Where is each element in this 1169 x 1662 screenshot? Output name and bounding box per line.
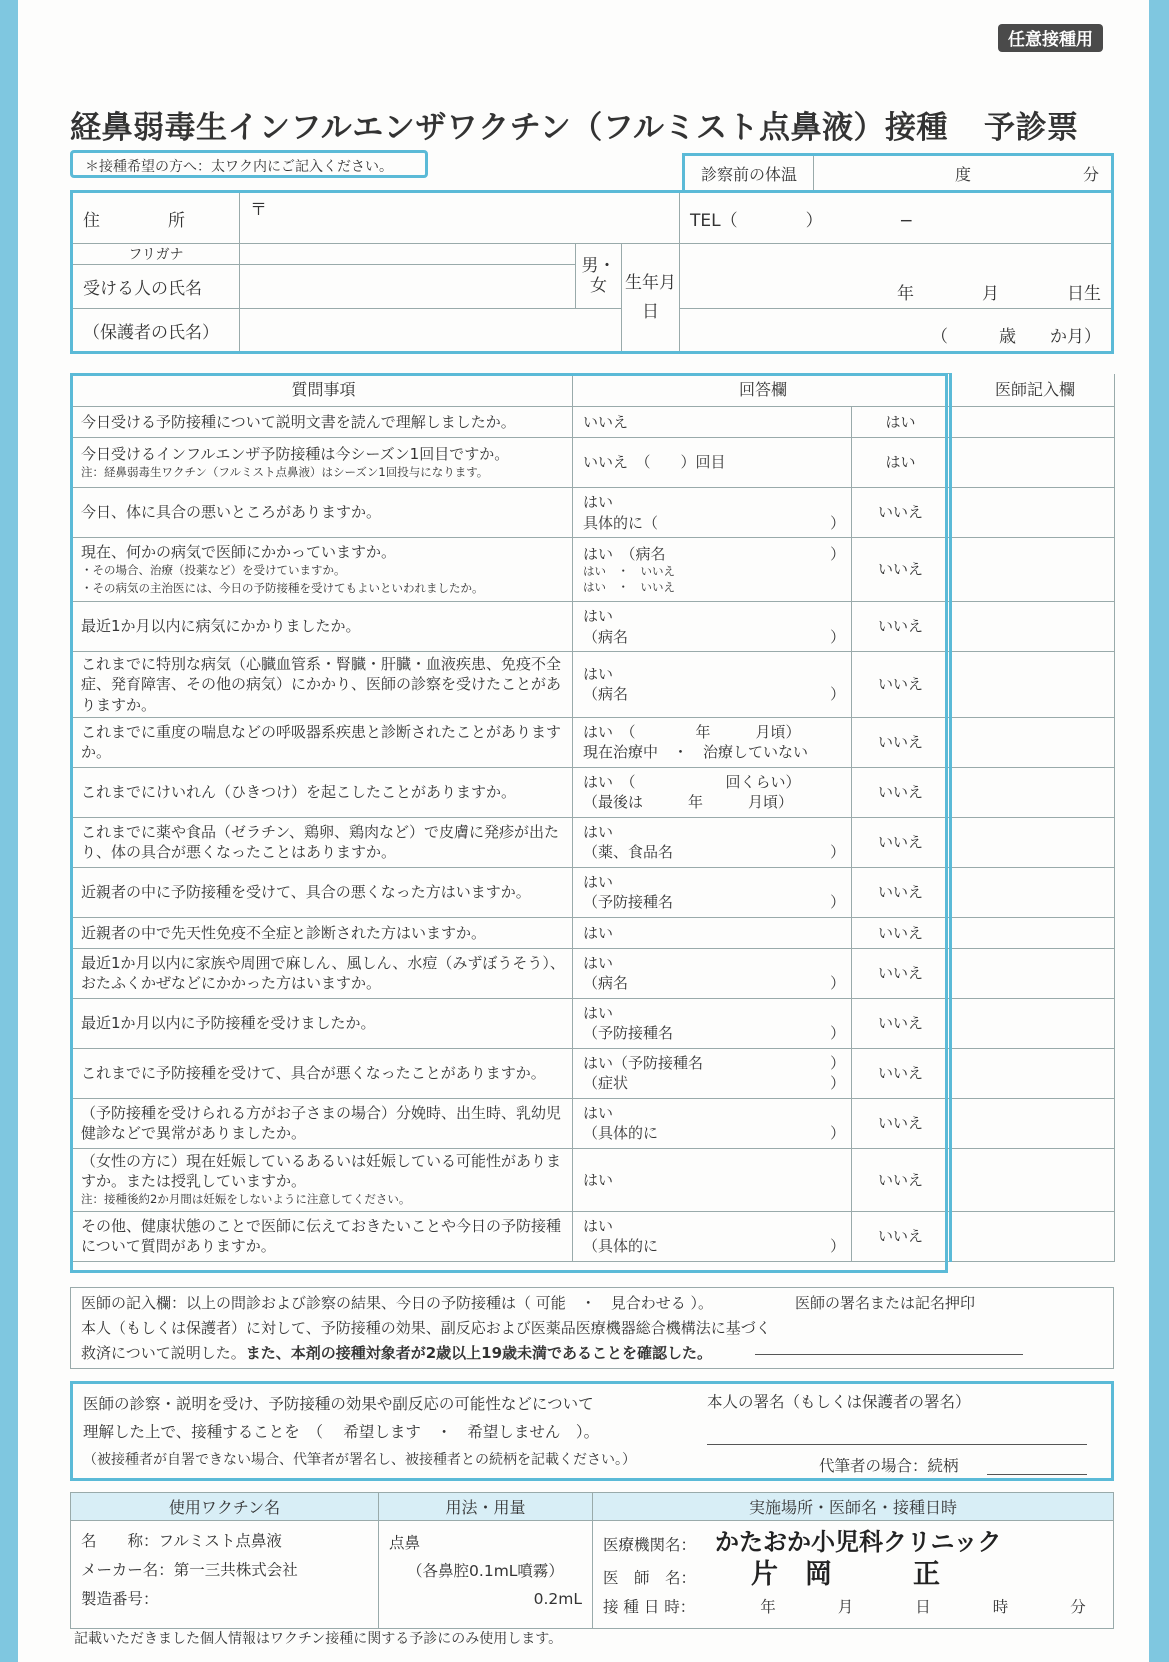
doctor-entry-cell[interactable] [951, 867, 1115, 917]
voluntary-tag: 任意接種用 [998, 24, 1103, 52]
answer-option[interactable]: いいえ [852, 948, 951, 998]
answer-close-paren: ） [830, 685, 846, 704]
question-text [71, 602, 573, 652]
doctor-entry-cell[interactable] [951, 1048, 1115, 1098]
answer-field[interactable] [573, 867, 852, 917]
question-text [71, 1048, 573, 1098]
doctor-sign-line[interactable] [755, 1354, 1023, 1355]
question-row [71, 1211, 1115, 1261]
personal-info-table [70, 190, 1114, 354]
doctor-entry-cell[interactable] [951, 438, 1115, 488]
question-main: 今日、体に具合の悪いところがありますか。 [81, 503, 382, 522]
answer-field[interactable] [573, 917, 852, 948]
answer-option[interactable]: いいえ [852, 767, 951, 817]
doctor-sign-label: 医師の署名または記名押印 [795, 1294, 976, 1312]
question-note: ・その場合、治療（投薬など）を受けていますか。 [81, 563, 346, 578]
question-main: その他、健康状態のことで医師に伝えておきたいことや今日の予防接種について質問がありますか。 [81, 1216, 562, 1255]
consent-box [70, 1381, 1114, 1481]
answer-field[interactable] [573, 602, 852, 652]
question-main: 現在、何かの病気で医師にかかっていますか。 [81, 543, 397, 562]
answer-option[interactable]: いいえ [852, 652, 951, 718]
question-text [71, 652, 573, 718]
question-text [71, 1098, 573, 1148]
answer-line: はい ・ いいえ [583, 564, 675, 579]
address-label: 住 所 [72, 192, 240, 244]
answer-field[interactable] [573, 652, 852, 718]
answer-field[interactable] [573, 1098, 852, 1148]
vaccine-info [71, 1521, 379, 1629]
doctor-entry-cell[interactable] [951, 1098, 1115, 1148]
doctor-name-value[interactable]: 片 岡 正 [750, 1559, 940, 1590]
temperature-box [682, 153, 1114, 191]
question-text [71, 817, 573, 867]
guardian-label: （保護者の氏名） [72, 309, 240, 353]
birth-date-field[interactable]: 年 月 日生 [680, 244, 1113, 309]
header-questions: 質問事項 [71, 374, 573, 407]
answer-field[interactable] [573, 717, 852, 767]
question-row [71, 438, 1115, 488]
answer-option[interactable]: いいえ [852, 1048, 951, 1098]
answer-option[interactable]: いいえ [852, 1148, 951, 1211]
question-row [71, 998, 1115, 1048]
venue-header: 実施場所・医師名・接種日時 [593, 1493, 1114, 1521]
question-row [71, 538, 1115, 602]
address-field[interactable] [240, 192, 680, 244]
doctor-entry-cell[interactable] [951, 1148, 1115, 1211]
answer-field[interactable] [573, 407, 852, 438]
doctor-entry-cell[interactable] [951, 1211, 1115, 1261]
answer-option[interactable]: いいえ [852, 1098, 951, 1148]
question-text [71, 407, 573, 438]
question-main: 近親者の中で先天性免疫不全症と診断された方はいますか。 [81, 923, 487, 942]
temperature-label: 診察前の体温 [685, 156, 814, 191]
usage-route: 点鼻 [389, 1534, 421, 1552]
vaccine-table [70, 1492, 1114, 1629]
proxy-label: 代筆者の場合：続柄 [819, 1457, 959, 1475]
doctor-name-label: 医 師 名： [603, 1569, 697, 1587]
doctor-entry-cell[interactable] [951, 917, 1115, 948]
usage-header: 用法・用量 [379, 1493, 593, 1521]
question-row [71, 767, 1115, 817]
question-table [70, 373, 1115, 1262]
question-text [71, 867, 573, 917]
answer-line: はい [583, 873, 614, 891]
answer-line: はい [583, 923, 614, 942]
question-text [71, 438, 573, 488]
answer-line: はい [583, 1216, 614, 1235]
temperature-degree[interactable]: 度 [955, 165, 972, 184]
answer-option[interactable]: いいえ [852, 538, 951, 602]
title-right: 予診票 [983, 110, 1079, 146]
question-row [71, 652, 1115, 718]
answer-line: いいえ （ ）回目 [583, 453, 726, 472]
answer-close-paren: ） [830, 1124, 846, 1143]
consent-line1: 医師の診察・説明を受け、予防接種の効果や副反応の可能性などについて [83, 1395, 594, 1413]
question-main: 最近1か月以内に予防接種を受けましたか。 [81, 1014, 376, 1033]
answer-line: （病名 ） [583, 627, 846, 646]
question-main: 近親者の中に予防接種を受けて、具合の悪くなった方はいますか。 [81, 883, 531, 902]
question-row [71, 407, 1115, 438]
question-main: これまでに重度の喘息などの呼吸器系疾患と診断されたことがありますか。 [81, 723, 562, 762]
answer-line: はい（予防接種名 ） [583, 1054, 846, 1072]
question-row [71, 1098, 1115, 1148]
answer-field[interactable] [573, 817, 852, 867]
patient-sign-label: 本人の署名（もしくは保護者の署名） [707, 1393, 971, 1411]
answer-field[interactable] [573, 488, 852, 538]
privacy-footer: 記載いただきました個人情報はワクチン接種に関する予診にのみ使用します。 [74, 1631, 563, 1647]
proxy-relation-line[interactable] [987, 1474, 1087, 1475]
question-main: 最近1か月以内に病気にかかりましたか。 [81, 617, 361, 636]
answer-option[interactable]: いいえ [852, 817, 951, 867]
answer-close-paren: ） [830, 627, 846, 646]
doctor-note-line1: 医師の記入欄：以上の問診および診察の結果、今日の予防接種は（ 可能 ・ 見合わせる ）。 [81, 1294, 714, 1312]
answer-line: 具体的に（ ） [583, 513, 846, 532]
answer-line: （薬、食品名 ） [583, 843, 846, 862]
answer-option[interactable]: いいえ [852, 917, 951, 948]
answer-close-paren: ） [830, 893, 846, 912]
question-row [71, 1148, 1115, 1211]
question-note: ・その病気の主治医には、今日の予防接種を受けてもよいといわれましたか。 [81, 580, 484, 595]
question-text [71, 998, 573, 1048]
doctor-entry-cell[interactable] [951, 488, 1115, 538]
answer-close-paren: ） [830, 1024, 846, 1043]
doctor-note-line3b: また、本剤の接種対象者が2歳以上19歳未満であることを確認した。 [245, 1344, 713, 1362]
question-main: （予防接種を受けられる方がお子さまの場合）分娩時、出生時、乳幼児健診などで異常がありましたか。 [81, 1104, 562, 1143]
question-text [71, 538, 573, 602]
tel-field[interactable]: TEL（ ） − [680, 192, 1113, 244]
answer-line: はい [583, 665, 614, 684]
question-text [71, 1211, 573, 1261]
doctor-entry-cell[interactable] [951, 652, 1115, 718]
answer-option[interactable]: はい [852, 438, 951, 488]
consent-line3: （被接種者が自署できない場合、代筆者が署名し、被接種者との続柄を記載ください。） [83, 1452, 636, 1468]
institution-row [603, 1527, 1103, 1560]
question-row [71, 1048, 1115, 1098]
question-main: （女性の方に）現在妊娠しているあるいは妊娠している可能性がありますか。または授乳していますか。 [81, 1151, 562, 1190]
question-text [71, 488, 573, 538]
answer-option[interactable]: いいえ [852, 867, 951, 917]
doctor-entry-cell[interactable] [951, 767, 1115, 817]
answer-option[interactable]: いいえ [852, 1211, 951, 1261]
answer-close-paren: ） [830, 974, 846, 993]
question-main: これまでにけいれん（ひきつけ）を起こしたことがありますか。 [81, 783, 517, 802]
doctor-entry-cell[interactable] [951, 717, 1115, 767]
age-field[interactable]: （ 歳 か月） [680, 309, 1113, 353]
answer-option[interactable]: いいえ [852, 717, 951, 767]
question-row [71, 717, 1115, 767]
furigana-field[interactable] [240, 244, 576, 265]
answer-line: はい （ 年 月頃） [583, 723, 801, 741]
question-row [71, 867, 1115, 917]
date-label: 接 種 日 時： [603, 1598, 696, 1616]
answer-line: （具体的に ） [583, 1237, 846, 1255]
answer-line: （症状 ） [583, 1074, 846, 1093]
form-sheet [18, 0, 1149, 1662]
temperature-minute: 分 [1082, 165, 1099, 184]
postal-mark: 〒 [250, 200, 267, 220]
answer-line: はい [583, 1104, 614, 1122]
answer-field[interactable] [573, 538, 852, 602]
header-doctor: 医師記入欄 [951, 374, 1115, 407]
name-label: 受ける人の氏名 [72, 265, 240, 309]
answer-line: はい [583, 1170, 614, 1189]
doctor-note-line3a: 救済について説明した。 [81, 1344, 246, 1362]
doctor-entry-cell[interactable] [951, 538, 1115, 602]
question-main: 今日受けるインフルエンザ予防接種は今シーズン1回目ですか。 [81, 444, 510, 463]
doctor-entry-cell[interactable] [951, 602, 1115, 652]
form-title [70, 102, 1078, 147]
answer-field[interactable] [573, 998, 852, 1048]
sex-field[interactable]: 男・女 [576, 244, 622, 309]
answer-line: はい ・ いいえ [583, 579, 675, 594]
answer-line: はい [583, 823, 614, 841]
venue-info [593, 1521, 1114, 1629]
answer-line: （病名 ） [583, 974, 846, 993]
answer-option[interactable]: いいえ [852, 488, 951, 538]
answer-close-paren: ） [830, 544, 846, 563]
answer-close-paren: ） [830, 1074, 846, 1093]
question-main: これまでに薬や食品（ゼラチン、鶏卵、鶏肉など）で皮膚に発疹が出たり、体の具合が悪くなったことはありますか。 [81, 823, 560, 862]
guardian-field[interactable] [240, 309, 622, 353]
doctor-note [70, 1287, 1114, 1369]
question-note: 注：経鼻弱毒生ワクチン（フルミスト点鼻液）はシーズン1回投与になります。 [81, 465, 489, 479]
patient-sign-line[interactable] [707, 1444, 1087, 1445]
vaccine-name-header: 使用ワクチン名 [71, 1493, 379, 1521]
question-row [71, 602, 1115, 652]
answer-line: はい （ 回くらい） [583, 773, 801, 791]
answer-field[interactable] [573, 1211, 852, 1261]
vaccine-name: 名 称：フルミスト点鼻液 [81, 1532, 282, 1550]
question-row [71, 917, 1115, 948]
question-text [71, 767, 573, 817]
answer-close-paren: ） [830, 513, 846, 532]
answer-line: はい [583, 954, 614, 972]
question-text [71, 717, 573, 767]
name-field[interactable] [240, 265, 576, 309]
question-main: これまでに特別な病気（心臓血管系・腎臓・肝臓・血液疾患、免疫不全症、発育障害、その他の病気）にかかり、医師の診察を受けたことがありますか。 [81, 655, 562, 714]
question-row [71, 488, 1115, 538]
doctor-note-line2: 本人（もしくは保護者）に対して、予防接種の効果、副反応および医薬品医療機器総合機構法に基づく [81, 1319, 771, 1337]
instruction-note: ＊接種希望の方へ：太ワク内にご記入ください。 [70, 150, 428, 178]
usage-dose: 0.2mL [533, 1590, 582, 1608]
question-main: 今日受ける予防接種について説明文書を読んで理解しましたか。 [81, 412, 516, 431]
institution-label: 医療機関名： [603, 1536, 697, 1554]
answer-option[interactable]: いいえ [852, 602, 951, 652]
answer-close-paren: ） [830, 1054, 846, 1072]
header-answers: 回答欄 [573, 374, 951, 407]
answer-line: はい [583, 1004, 614, 1022]
birth-label: 生年月日 [622, 244, 680, 353]
answer-field[interactable] [573, 1148, 852, 1211]
furigana-label: フリガナ [72, 244, 240, 265]
answer-line: （最後は 年 月頃） [583, 793, 794, 812]
answer-field[interactable] [573, 1048, 852, 1098]
answer-line: （予防接種名 ） [583, 1024, 846, 1043]
answer-line: はい （病名 ） [583, 544, 846, 563]
answer-option[interactable]: いいえ [852, 998, 951, 1048]
answer-line: いいえ [583, 412, 629, 431]
date-row [603, 1593, 1103, 1622]
doctor-entry-cell[interactable] [951, 948, 1115, 998]
answer-close-paren: ） [830, 1237, 846, 1255]
question-main: 最近1か月以内に家族や周囲で麻しん、風しん、水痘（みずぼうそう）、おたふくかぜなどにかかった方はいますか。 [81, 954, 565, 993]
answer-line: 現在治療中 ・ 治療していない [583, 743, 809, 762]
question-row [71, 948, 1115, 998]
consent-line2[interactable]: 理解した上で、接種することを （ 希望します ・ 希望しません ）。 [83, 1423, 600, 1441]
answer-close-paren: ） [830, 843, 846, 862]
answer-field[interactable] [573, 767, 852, 817]
answer-line: （具体的に ） [583, 1124, 846, 1143]
vaccine-lot[interactable]: 製造番号： [81, 1590, 159, 1608]
usage-info [379, 1521, 593, 1629]
question-text [71, 948, 573, 998]
doctor-row [603, 1560, 1103, 1593]
question-text [71, 1148, 573, 1211]
question-text [71, 917, 573, 948]
vaccine-maker: メーカー名：第一三共株式会社 [81, 1561, 298, 1579]
answer-field[interactable] [573, 438, 852, 488]
institution-value[interactable]: かたおか小児科クリニック [714, 1527, 1002, 1556]
answer-option[interactable]: はい [852, 407, 951, 438]
question-row [71, 817, 1115, 867]
title-main: 経鼻弱毒生インフルエンザワクチン（フルミスト点鼻液）接種 [70, 110, 948, 146]
answer-line: はい [583, 493, 614, 512]
answer-line: （病名 ） [583, 685, 846, 704]
answer-field[interactable] [573, 948, 852, 998]
answer-line: （予防接種名 ） [583, 893, 846, 912]
usage-detail: （各鼻腔0.1mL噴霧） [407, 1562, 564, 1580]
doctor-entry-cell[interactable] [951, 817, 1115, 867]
question-note: 注：接種後約2か月間は妊娠をしないように注意してください。 [81, 1192, 411, 1207]
doctor-entry-cell[interactable] [951, 407, 1115, 438]
date-value[interactable]: 年 月 日 時 分 [760, 1598, 1086, 1616]
question-main: これまでに予防接種を受けて、具合が悪くなったことがありますか。 [81, 1064, 546, 1083]
answer-line: はい [583, 607, 614, 626]
doctor-entry-cell[interactable] [951, 998, 1115, 1048]
